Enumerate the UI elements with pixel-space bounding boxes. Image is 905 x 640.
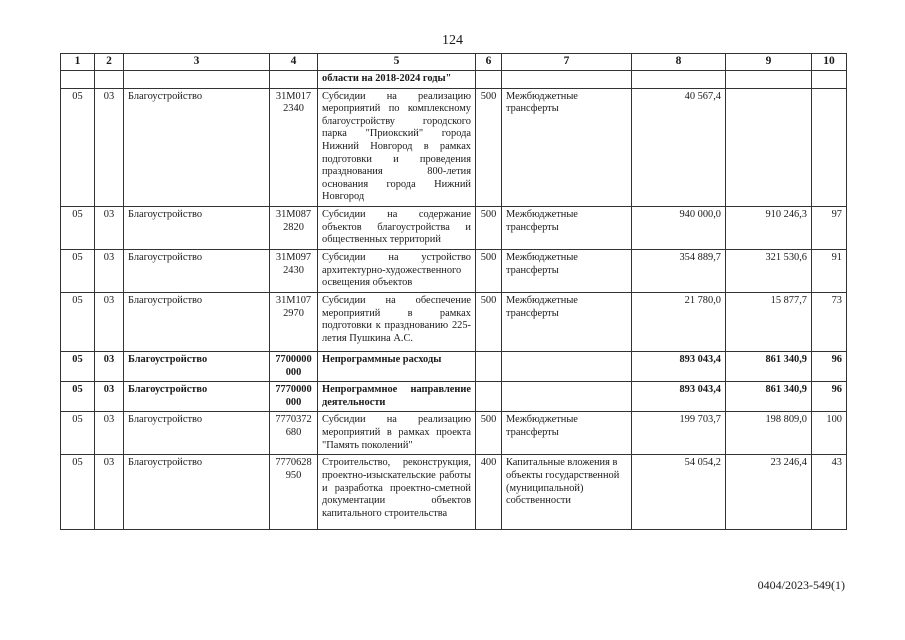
section-name-cell: Благоустройство <box>124 206 270 249</box>
target-article-cell: 31М087 2820 <box>270 206 318 249</box>
execution-percent-cell: 97 <box>812 206 847 249</box>
subsection-cell: 03 <box>95 351 124 381</box>
approved-amount-cell: 54 054,2 <box>632 455 726 530</box>
executed-amount-cell <box>726 71 812 89</box>
expense-type-cell: Межбюджетные трансферты <box>502 249 632 292</box>
expense-type-code-cell: 500 <box>476 206 502 249</box>
table-row <box>61 88 847 206</box>
header-cell: 7 <box>502 54 632 71</box>
expense-type-code-cell: 400 <box>476 455 502 530</box>
section-cell: 05 <box>61 206 95 249</box>
header-cell: 6 <box>476 54 502 71</box>
description-cell: Непрограммное направление деятельности <box>318 382 476 412</box>
subsection-cell <box>95 71 124 89</box>
expense-type-cell <box>502 382 632 412</box>
approved-amount-cell <box>632 71 726 89</box>
execution-percent-cell: 43 <box>812 455 847 530</box>
target-article-cell: 31М017 2340 <box>270 88 318 206</box>
expense-type-code-cell: 500 <box>476 249 502 292</box>
budget-table <box>60 53 847 530</box>
table-row <box>61 382 847 412</box>
header-cell: 4 <box>270 54 318 71</box>
target-article-cell: 7770000 000 <box>270 382 318 412</box>
expense-type-code-cell: 500 <box>476 292 502 351</box>
section-cell: 05 <box>61 382 95 412</box>
executed-amount-cell: 861 340,9 <box>726 382 812 412</box>
section-cell: 05 <box>61 292 95 351</box>
execution-percent-cell <box>812 88 847 206</box>
execution-percent-cell: 100 <box>812 412 847 455</box>
target-article-cell: 7770628 950 <box>270 455 318 530</box>
section-name-cell: Благоустройство <box>124 351 270 381</box>
table-row <box>61 455 847 530</box>
description-cell: Субсидии на обеспечение мероприятий в рамках подготовки к празднованию 225-летия Пушкина А.С. <box>318 292 476 351</box>
expense-type-code-cell: 500 <box>476 412 502 455</box>
document-code: 0404/2023-549(1) <box>757 578 845 592</box>
approved-amount-cell: 40 567,4 <box>632 88 726 206</box>
table-row <box>61 249 847 292</box>
approved-amount-cell: 354 889,7 <box>632 249 726 292</box>
approved-amount-cell: 940 000,0 <box>632 206 726 249</box>
approved-amount-cell: 893 043,4 <box>632 351 726 381</box>
description-cell: Субсидии на реализацию мероприятий в рамках проекта "Память поколений" <box>318 412 476 455</box>
header-cell: 1 <box>61 54 95 71</box>
header-cell: 3 <box>124 54 270 71</box>
execution-percent-cell <box>812 71 847 89</box>
table-row <box>61 351 847 381</box>
subsection-cell: 03 <box>95 206 124 249</box>
description-cell: Непрограммные расходы <box>318 351 476 381</box>
header-cell: 10 <box>812 54 847 71</box>
executed-amount-cell: 910 246,3 <box>726 206 812 249</box>
header-cell: 5 <box>318 54 476 71</box>
section-cell: 05 <box>61 455 95 530</box>
section-name-cell: Благоустройство <box>124 292 270 351</box>
expense-type-cell: Межбюджетные трансферты <box>502 88 632 206</box>
executed-amount-cell <box>726 88 812 206</box>
subsection-cell: 03 <box>95 88 124 206</box>
target-article-cell <box>270 71 318 89</box>
expense-type-code-cell <box>476 382 502 412</box>
header-cell: 2 <box>95 54 124 71</box>
description-cell: области на 2018-2024 годы" <box>318 71 476 89</box>
approved-amount-cell: 199 703,7 <box>632 412 726 455</box>
expense-type-cell <box>502 351 632 381</box>
executed-amount-cell: 198 809,0 <box>726 412 812 455</box>
subsection-cell: 03 <box>95 455 124 530</box>
section-cell <box>61 71 95 89</box>
approved-amount-cell: 21 780,0 <box>632 292 726 351</box>
section-name-cell: Благоустройство <box>124 88 270 206</box>
executed-amount-cell: 23 246,4 <box>726 455 812 530</box>
executed-amount-cell: 15 877,7 <box>726 292 812 351</box>
description-cell: Строительство, реконструкция, проектно-изыскательские работы и разработка проектно-сметной документации объектов капитального строительства <box>318 455 476 530</box>
section-cell: 05 <box>61 351 95 381</box>
expense-type-cell: Межбюджетные трансферты <box>502 412 632 455</box>
description-cell: Субсидии на содержание объектов благоустройства и общественных территорий <box>318 206 476 249</box>
header-cell: 9 <box>726 54 812 71</box>
section-name-cell <box>124 71 270 89</box>
section-name-cell: Благоустройство <box>124 249 270 292</box>
section-cell: 05 <box>61 412 95 455</box>
expense-type-code-cell <box>476 71 502 89</box>
header-row <box>61 54 847 71</box>
expense-type-code-cell <box>476 351 502 381</box>
subsection-cell: 03 <box>95 412 124 455</box>
subsection-cell: 03 <box>95 382 124 412</box>
table-row <box>61 292 847 351</box>
description-cell: Субсидии на устройство архитектурно-художественного освещения объектов <box>318 249 476 292</box>
section-name-cell: Благоустройство <box>124 412 270 455</box>
execution-percent-cell: 91 <box>812 249 847 292</box>
target-article-cell: 31М097 2430 <box>270 249 318 292</box>
execution-percent-cell: 96 <box>812 351 847 381</box>
section-name-cell: Благоустройство <box>124 455 270 530</box>
section-cell: 05 <box>61 88 95 206</box>
subsection-cell: 03 <box>95 292 124 351</box>
subsection-cell: 03 <box>95 249 124 292</box>
table-row <box>61 412 847 455</box>
section-cell: 05 <box>61 249 95 292</box>
description-cell: Субсидии на реализацию мероприятий по комплексному благоустройству городского парка "Приокский" города Нижний Новгород в рамках подготовки и проведения празднования 800-летия основания города Нижний Новгород <box>318 88 476 206</box>
header-cell: 8 <box>632 54 726 71</box>
executed-amount-cell: 321 530,6 <box>726 249 812 292</box>
section-name-cell: Благоустройство <box>124 382 270 412</box>
table-row <box>61 71 847 89</box>
target-article-cell: 31М107 2970 <box>270 292 318 351</box>
execution-percent-cell: 73 <box>812 292 847 351</box>
expense-type-cell: Межбюджетные трансферты <box>502 292 632 351</box>
approved-amount-cell: 893 043,4 <box>632 382 726 412</box>
expense-type-cell <box>502 71 632 89</box>
expense-type-cell: Капитальные вложения в объекты государственной (муниципальной) собственности <box>502 455 632 530</box>
expense-type-code-cell: 500 <box>476 88 502 206</box>
page-number: 124 <box>442 33 463 48</box>
table-row <box>61 206 847 249</box>
executed-amount-cell: 861 340,9 <box>726 351 812 381</box>
execution-percent-cell: 96 <box>812 382 847 412</box>
target-article-cell: 7770372 680 <box>270 412 318 455</box>
target-article-cell: 7700000 000 <box>270 351 318 381</box>
expense-type-cell: Межбюджетные трансферты <box>502 206 632 249</box>
